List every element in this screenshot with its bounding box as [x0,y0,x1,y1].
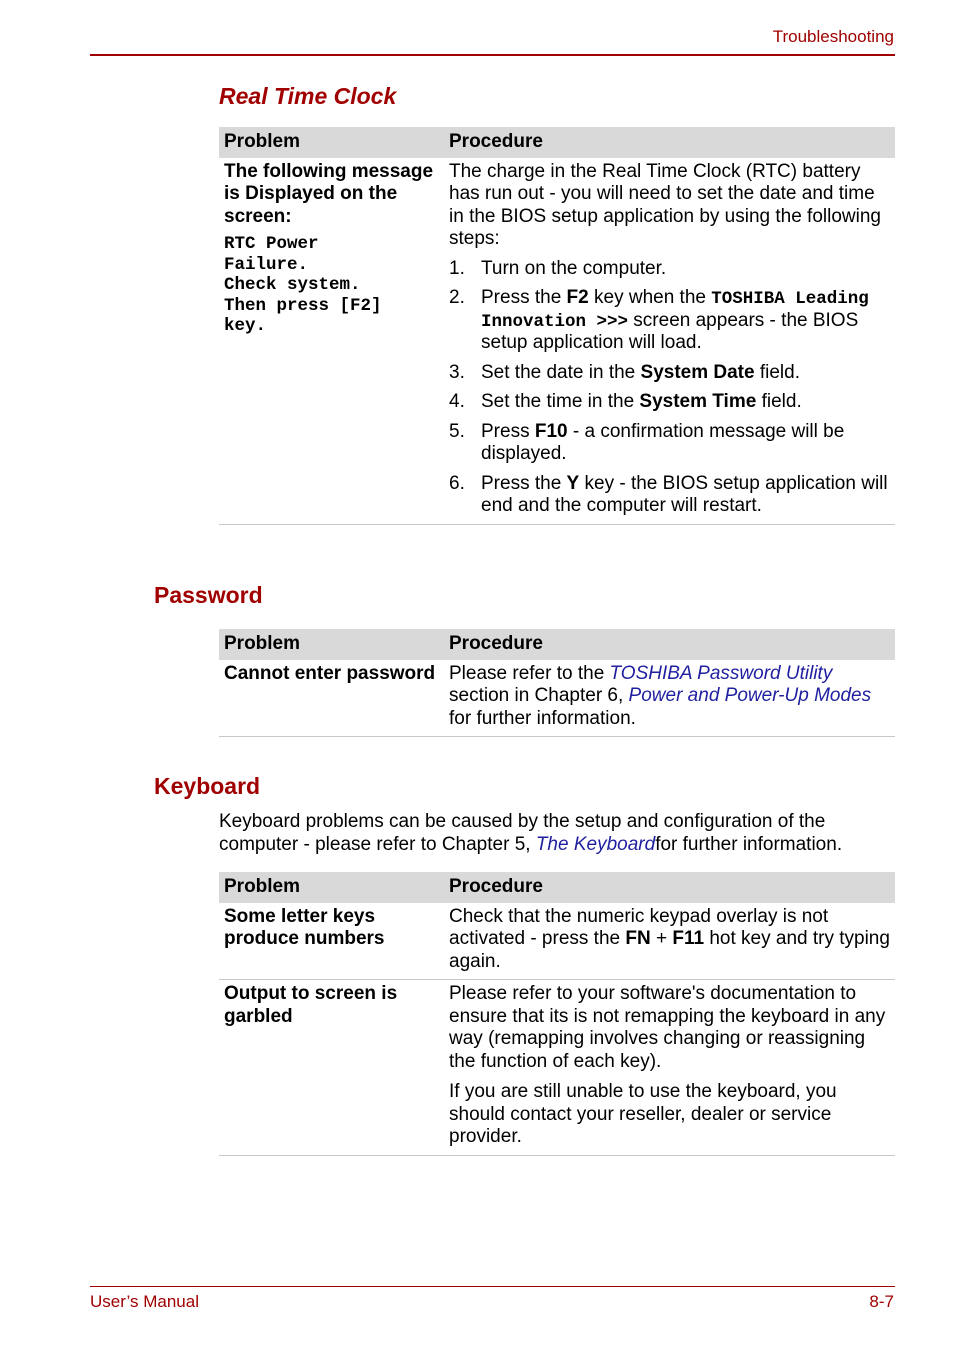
key-name: FN [625,928,651,949]
procedure-text: + [650,928,673,949]
list-item [449,362,890,385]
procedure-text: Check that the numeric keypad overlay is not activated - press the [449,905,829,949]
col-procedure-header: Procedure [449,876,543,897]
col-problem-header: Problem [224,131,301,152]
page-number: 8-7 [869,1292,894,1311]
step-number: 3. [449,361,465,383]
power-modes-link[interactable]: Power and Power-Up Modes [628,685,872,706]
step-number: 6. [449,472,465,494]
keyboard-heading: Keyboard [154,773,261,799]
code-line: Failure. [224,254,309,275]
keyboard-table [219,872,895,1156]
password-utility-link[interactable]: TOSHIBA Password Utility [609,662,833,684]
rtc-table [219,127,895,525]
code-line: Then press [F2] [224,295,382,316]
header-rule [90,54,895,56]
problem-cell [219,158,444,525]
list-item [449,473,890,518]
procedure-cell [444,980,895,1156]
intro-text: for further information. [655,834,843,855]
table-row [219,903,895,980]
step-text: Press the [481,287,567,308]
keyboard-table-header [219,872,895,903]
keyboard-chapter-link[interactable]: The Keyboard [535,834,656,855]
key-name: F11 [672,928,705,949]
table-row [219,660,895,737]
col-procedure-header: Procedure [449,633,543,654]
col-problem-header: Problem [224,633,301,654]
step-number: 2. [449,287,465,308]
keyboard-intro [219,810,895,856]
key-name: F10 [534,420,568,442]
col-procedure-header: Procedure [449,131,543,152]
field-name: System Time [639,391,757,412]
code-line: RTC Power [224,234,319,254]
step-text: Set the time in the [481,391,640,412]
password-table-header [219,629,895,660]
intro-text: Keyboard problems can be caused by the setup and configuration of the computer - please refer to Chapter 5, [219,811,826,855]
step-text: Press [481,420,535,442]
step-text: field. [754,361,800,383]
step-number: 1. [449,257,465,279]
procedure-cell [444,903,895,980]
step-text: field. [756,391,802,412]
step-text: - a confirmation message will be displayed. [481,420,845,464]
table-row [219,158,895,525]
screen-message: TOSHIBA Leading Innovation >>> [481,289,869,332]
error-message-code [224,234,439,337]
step-text: Turn on the computer. [481,257,667,279]
procedure-text: Please refer to your software's documentation to ensure that its is not remapping the keyboard in any way (remapping involves changing or reassigning the function of each key). [449,983,886,1072]
procedure-text: If you are still unable to use the keyboard, you should contact your reseller, dealer or service provider. [449,1081,837,1147]
step-text: Press the [481,472,567,494]
step-number: 4. [449,391,465,412]
procedure-text: Please refer to the [449,662,610,684]
procedure-text: hot key and try typing again. [449,928,890,972]
running-header: Troubleshooting [772,27,894,46]
procedure-cell [444,660,895,737]
list-item [449,421,890,466]
procedure-cell [444,158,895,525]
rtc-heading: Real Time Clock [219,83,397,109]
list-item [449,287,890,355]
step-text: key - the BIOS setup application will end and the computer will restart. [481,472,888,516]
step-text: screen appears - the BIOS setup application will load. [481,309,859,353]
problem-cell: Some letter keys produce numbers [219,903,444,980]
problem-cell: Cannot enter password [219,660,444,737]
step-number: 5. [449,420,465,442]
footer-manual-title: User’s Manual [90,1292,199,1311]
footer-rule [90,1286,895,1287]
procedure-text: section in Chapter 6, [449,685,629,706]
key-name: Y [566,472,580,494]
key-name: F2 [566,287,589,308]
step-text: Set the date in the [481,361,641,383]
rtc-table-header [219,127,895,158]
procedure-intro: The charge in the Real Time Clock (RTC) battery has run out - you will need to set the date and time in the BIOS setup application by using the following steps: [449,160,881,249]
code-line: key. [224,316,267,336]
step-text: key when the [588,287,712,308]
steps-list [449,258,890,518]
problem-cell: Output to screen is garbled [219,980,444,1156]
table-row [219,980,895,1156]
code-line: Check system. [224,275,361,295]
list-item [449,391,890,414]
list-item [449,258,890,281]
col-problem-header: Problem [224,876,301,897]
password-table [219,629,895,737]
problem-text: The following message is Displayed on the screen: [224,160,434,227]
field-name: System Date [640,361,755,383]
procedure-text: for further information. [449,707,636,729]
password-heading: Password [154,582,263,608]
